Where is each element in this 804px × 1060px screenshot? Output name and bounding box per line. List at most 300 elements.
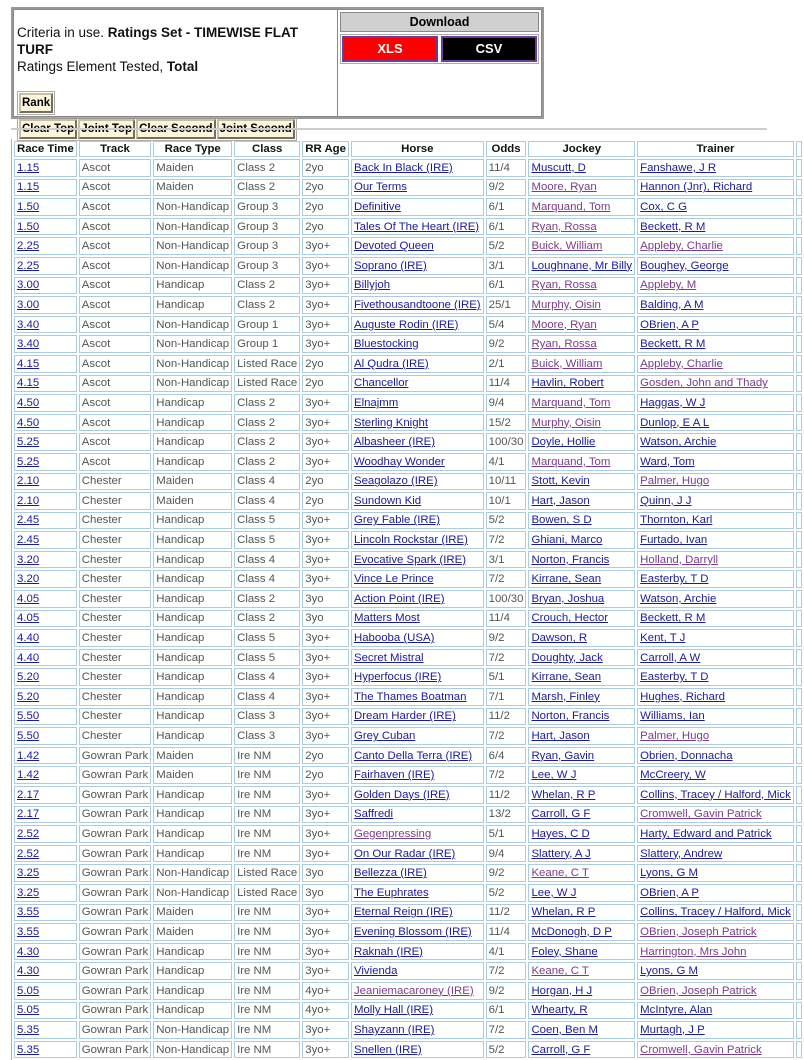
cell-track: Chester	[79, 610, 151, 628]
cell-trainer	[637, 512, 794, 530]
race-time-link[interactable]: 4.30	[17, 945, 40, 958]
race-time-link[interactable]: 4.40	[17, 651, 40, 664]
trainer-link[interactable]: Harty, Edward and Patrick	[640, 827, 772, 840]
cell-class: Class 2	[234, 159, 300, 177]
horse-link[interactable]: Shayzann (IRE)	[353, 1023, 435, 1036]
horse-link[interactable]: Eternal Reign (IRE)	[353, 906, 453, 919]
trainer-link[interactable]: Appleby, Charlie	[640, 357, 723, 370]
table-row	[14, 962, 802, 980]
trainer-link[interactable]: Harrington, Mrs John	[640, 945, 747, 958]
clear-top-button[interactable]: Clear Top	[19, 119, 77, 139]
horse-link[interactable]: Back In Black (IRE)	[353, 161, 453, 174]
horse-link[interactable]: Sundown Kid	[353, 494, 422, 507]
cell-class: Class 5	[234, 531, 300, 549]
horse-link[interactable]: Grey Cuban	[353, 730, 416, 743]
jockey-link[interactable]: Lee, W J	[531, 769, 577, 782]
column-header: Horse	[351, 141, 484, 157]
jockey-link[interactable]: Buick, William	[531, 240, 603, 253]
cell-odds: 10/1	[486, 492, 527, 510]
cell-trainer	[637, 904, 794, 922]
table-row	[14, 179, 802, 197]
cell-jockey	[528, 296, 635, 314]
trainer-link[interactable]: Obrien, Donnacha	[640, 749, 733, 762]
race-time-link[interactable]: 4.50	[17, 416, 40, 429]
cell-class: Class 2	[234, 179, 300, 197]
jockey-link[interactable]: Buick, William	[531, 357, 603, 370]
horse-link[interactable]: The Thames Boatman	[353, 690, 467, 703]
table-row	[14, 747, 802, 765]
cell-race-type: Handicap	[153, 590, 232, 608]
race-time-link[interactable]: 1.42	[17, 769, 40, 782]
trainer-link[interactable]: Collins, Tracey / Halford, Mick	[640, 906, 791, 919]
race-time-link[interactable]: 3.25	[17, 867, 40, 880]
cell-trainer	[637, 375, 794, 393]
cell-track: Gowran Park	[79, 943, 151, 961]
cell-race-type: Non-Handicap	[153, 864, 232, 882]
trainer-link[interactable]: Slattery, Andrew	[640, 847, 723, 860]
trainer-link[interactable]: Boughey, George	[640, 259, 729, 272]
horse-link[interactable]: Habooba (USA)	[353, 632, 435, 645]
cell-class: Ire NM	[234, 923, 300, 941]
cell-race-type: Handicap	[153, 570, 232, 588]
cell-race-time	[14, 218, 77, 236]
cell-class: Class 4	[234, 551, 300, 569]
jockey-link[interactable]: Keane, C T	[531, 867, 589, 880]
cell-cutoff	[796, 159, 802, 177]
cell-race-type: Maiden	[153, 747, 232, 765]
horse-link[interactable]: Woodhay Wonder	[353, 455, 445, 468]
trainer-link[interactable]: Palmer, Hugo	[640, 475, 710, 488]
table-row	[14, 825, 802, 843]
cell-cutoff	[796, 570, 802, 588]
race-time-link[interactable]: 1.50	[17, 200, 40, 213]
race-time-link[interactable]: 4.50	[17, 396, 40, 409]
xls-download-button[interactable]: XLS	[342, 36, 438, 62]
jockey-link[interactable]: Carroll, G F	[531, 1043, 591, 1056]
cell-race-type: Maiden	[153, 159, 232, 177]
trainer-link[interactable]: Williams, Ian	[640, 710, 705, 723]
trainer-link[interactable]: Beckett, R M	[640, 220, 706, 233]
race-time-link[interactable]: 1.15	[17, 181, 40, 194]
horse-link[interactable]: Devoted Queen	[353, 240, 434, 253]
cell-horse	[351, 649, 484, 667]
cell-trainer	[637, 708, 794, 726]
horse-link[interactable]: Tales Of The Heart (IRE)	[353, 220, 480, 233]
trainer-link[interactable]: Beckett, R M	[640, 612, 706, 625]
race-time-link[interactable]: 3.40	[17, 318, 40, 331]
race-time-link[interactable]: 1.50	[17, 220, 40, 233]
clear-second-button[interactable]: Clear Second	[136, 119, 216, 139]
jockey-link[interactable]: Marquand, Tom	[531, 455, 611, 468]
race-time-link[interactable]: 3.55	[17, 906, 40, 919]
trainer-link[interactable]: Fanshawe, J R	[640, 161, 717, 174]
cell-jockey	[528, 708, 635, 726]
race-time-link[interactable]: 1.42	[17, 749, 40, 762]
table-row	[14, 904, 802, 922]
cell-rr-age: 2yo	[302, 492, 349, 510]
cell-trainer	[637, 825, 794, 843]
trainer-link[interactable]: OBrien, A P	[640, 886, 700, 899]
jockey-link[interactable]: Hart, Jason	[531, 730, 590, 743]
table-row	[14, 433, 802, 451]
cell-cutoff	[796, 668, 802, 686]
cell-rr-age: 2yo	[302, 218, 349, 236]
trainer-link[interactable]: Appleby, M	[640, 279, 697, 292]
jockey-link[interactable]: Ryan, Rossa	[531, 338, 597, 351]
jockey-link[interactable]: Havlin, Robert	[531, 377, 604, 390]
race-time-link[interactable]: 4.05	[17, 612, 40, 625]
trainer-link[interactable]: Quinn, J J	[640, 494, 692, 507]
table-row	[14, 257, 802, 275]
horse-link[interactable]: Evocative Spark (IRE)	[353, 553, 467, 566]
race-time-link[interactable]: 2.45	[17, 514, 40, 527]
horse-link[interactable]: Snellen (IRE)	[353, 1043, 422, 1056]
jockey-link[interactable]: Ryan, Rossa	[531, 279, 597, 292]
horse-link[interactable]: Raknah (IRE)	[353, 945, 423, 958]
cell-horse	[351, 668, 484, 686]
cell-cutoff	[796, 198, 802, 216]
race-time-link[interactable]: 3.40	[17, 338, 40, 351]
trainer-link[interactable]: Gosden, John and Thady	[640, 377, 768, 390]
jockey-link[interactable]: Carroll, G F	[531, 808, 591, 821]
cell-race-time	[14, 159, 77, 177]
cell-track: Chester	[79, 688, 151, 706]
cell-race-type: Handicap	[153, 551, 232, 569]
horse-link[interactable]: Billyjoh	[353, 279, 391, 292]
jockey-link[interactable]: Horgan, H J	[531, 984, 593, 997]
cell-class: Class 4	[234, 668, 300, 686]
horse-link[interactable]: Dream Harder (IRE)	[353, 710, 456, 723]
cell-trainer	[637, 433, 794, 451]
horse-link[interactable]: Hyperfocus (IRE)	[353, 671, 442, 684]
race-time-link[interactable]: 1.15	[17, 161, 40, 174]
horse-link[interactable]: Golden Days (IRE)	[353, 788, 450, 801]
cell-race-time	[14, 610, 77, 628]
jockey-link[interactable]: Ryan, Gavin	[531, 749, 595, 762]
cell-horse	[351, 806, 484, 824]
horse-link[interactable]: Seagolazo (IRE)	[353, 475, 438, 488]
cell-trainer	[637, 179, 794, 197]
race-time-link[interactable]: 5.20	[17, 671, 40, 684]
cell-track: Ascot	[79, 257, 151, 275]
race-time-link[interactable]: 2.25	[17, 259, 40, 272]
horse-link[interactable]: Grey Fable (IRE)	[353, 514, 441, 527]
jockey-link[interactable]: Kirrane, Sean	[531, 671, 602, 684]
race-time-link[interactable]: 2.52	[17, 847, 40, 860]
jockey-link[interactable]: Hayes, C D	[531, 827, 590, 840]
horse-link[interactable]: Sterling Knight	[353, 416, 429, 429]
horse-link[interactable]: Vince Le Prince	[353, 573, 434, 586]
cell-horse	[351, 708, 484, 726]
cell-horse	[351, 531, 484, 549]
cell-horse	[351, 159, 484, 177]
trainer-link[interactable]: Hannon (Jnr), Richard	[640, 181, 753, 194]
jockey-link[interactable]: Marsh, Finley	[531, 690, 600, 703]
horse-link[interactable]: Soprano (IRE)	[353, 259, 427, 272]
jockey-link[interactable]: Lee, W J	[531, 886, 577, 899]
cell-jockey	[528, 590, 635, 608]
jockey-link[interactable]: Murphy, Oisin	[531, 416, 601, 429]
race-time-link[interactable]: 5.25	[17, 455, 40, 468]
race-time-link[interactable]: 5.35	[17, 1023, 40, 1036]
jockey-link[interactable]: Whelan, R P	[531, 906, 596, 919]
jockey-link[interactable]: McDonogh, D P	[531, 925, 612, 938]
horse-link[interactable]: Canto Della Terra (IRE)	[353, 749, 473, 762]
cell-odds: 7/2	[486, 962, 527, 980]
cell-rr-age: 4yo+	[302, 982, 349, 1000]
race-time-link[interactable]: 2.45	[17, 534, 40, 547]
cell-race-time	[14, 668, 77, 686]
trainer-link[interactable]: Watson, Archie	[640, 592, 717, 605]
cell-rr-age: 3yo+	[302, 257, 349, 275]
cell-class: Class 2	[234, 296, 300, 314]
cell-odds: 7/2	[486, 570, 527, 588]
race-time-link[interactable]: 2.25	[17, 240, 40, 253]
race-time-link[interactable]: 2.17	[17, 808, 40, 821]
rank-button[interactable]: Rank	[19, 93, 53, 113]
trainer-link[interactable]: Dunlop, E A L	[640, 416, 710, 429]
trainer-link[interactable]: McIntyre, Alan	[640, 1004, 713, 1017]
horse-link[interactable]: Saffredi	[353, 808, 394, 821]
horse-link[interactable]: Elnajmm	[353, 396, 399, 409]
race-time-link[interactable]: 4.15	[17, 357, 40, 370]
race-time-link[interactable]: 4.05	[17, 592, 40, 605]
race-time-link[interactable]: 2.10	[17, 475, 40, 488]
table-row	[14, 1041, 802, 1059]
trainer-link[interactable]: Kent, T J	[640, 632, 686, 645]
cell-jockey	[528, 453, 635, 471]
jockey-link[interactable]: Doughty, Jack	[531, 651, 603, 664]
trainer-link[interactable]: Lyons, G M	[640, 867, 698, 880]
cell-cutoff	[796, 179, 802, 197]
horse-link[interactable]: Secret Mistral	[353, 651, 424, 664]
trainer-link[interactable]: Murtagh, J P	[640, 1023, 705, 1036]
table-row	[14, 766, 802, 784]
jockey-link[interactable]: Keane, C T	[531, 965, 589, 978]
jockey-link[interactable]: Marquand, Tom	[531, 200, 611, 213]
cell-race-time	[14, 766, 77, 784]
horse-link[interactable]: Molly Hall (IRE)	[353, 1004, 434, 1017]
race-time-link[interactable]: 5.20	[17, 690, 40, 703]
jockey-link[interactable]: Ghiani, Marco	[531, 534, 603, 547]
horse-link[interactable]: Jeaniemacaroney (IRE)	[353, 984, 474, 997]
cell-track: Gowran Park	[79, 747, 151, 765]
csv-download-button[interactable]: CSV	[441, 36, 537, 62]
cell-class: Class 5	[234, 512, 300, 530]
horse-link[interactable]: Bellezza (IRE)	[353, 867, 427, 880]
trainer-link[interactable]: Balding, A M	[640, 298, 704, 311]
race-time-link[interactable]: 3.20	[17, 573, 40, 586]
race-time-link[interactable]: 3.00	[17, 298, 40, 311]
trainer-link[interactable]: Furtado, Ivan	[640, 534, 708, 547]
horse-link[interactable]: Fairhaven (IRE)	[353, 769, 435, 782]
jockey-link[interactable]: Moore, Ryan	[531, 318, 597, 331]
cell-horse	[351, 943, 484, 961]
cell-class: Ire NM	[234, 747, 300, 765]
jockey-link[interactable]: Loughnane, Mr Billy	[531, 259, 633, 272]
race-time-link[interactable]: 5.50	[17, 710, 40, 723]
horse-link[interactable]: Matters Most	[353, 612, 420, 625]
race-time-link[interactable]: 3.20	[17, 553, 40, 566]
race-time-link[interactable]: 2.17	[17, 788, 40, 801]
cell-rr-age: 2yo	[302, 355, 349, 373]
table-row	[14, 277, 802, 295]
horse-link[interactable]: Albasheer (IRE)	[353, 436, 435, 449]
horse-link[interactable]: Evening Blossom (IRE)	[353, 925, 472, 938]
trainer-link[interactable]: Appleby, Charlie	[640, 240, 723, 253]
cell-race-type: Handicap	[153, 688, 232, 706]
jockey-link[interactable]: Slattery, A J	[531, 847, 591, 860]
race-time-link[interactable]: 4.30	[17, 965, 40, 978]
jockey-link[interactable]: Bryan, Joshua	[531, 592, 605, 605]
jockey-link[interactable]: Marquand, Tom	[531, 396, 611, 409]
cell-horse	[351, 962, 484, 980]
jockey-link[interactable]: Dawson, R	[531, 632, 588, 645]
race-time-link[interactable]: 3.25	[17, 886, 40, 899]
cell-track: Ascot	[79, 453, 151, 471]
cell-track: Ascot	[79, 433, 151, 451]
cell-jockey	[528, 277, 635, 295]
cell-jockey	[528, 1002, 635, 1020]
jockey-link[interactable]: Kirrane, Sean	[531, 573, 602, 586]
joint-top-button[interactable]: Joint Top	[78, 119, 135, 139]
trainer-link[interactable]: Carroll, A W	[640, 651, 701, 664]
race-time-link[interactable]: 3.55	[17, 925, 40, 938]
cell-class: Class 3	[234, 727, 300, 745]
table-row	[14, 943, 802, 961]
jockey-link[interactable]: Crouch, Hector	[531, 612, 609, 625]
jockey-link[interactable]: Muscutt, D	[531, 161, 586, 174]
trainer-link[interactable]: Palmer, Hugo	[640, 730, 710, 743]
horse-link[interactable]: Bluestocking	[353, 338, 419, 351]
cell-race-type: Non-Handicap	[153, 335, 232, 353]
jockey-link[interactable]: Moore, Ryan	[531, 181, 597, 194]
cell-trainer	[637, 1021, 794, 1039]
trainer-link[interactable]: Collins, Tracey / Halford, Mick	[640, 788, 791, 801]
trainer-link[interactable]: Thornton, Karl	[640, 514, 713, 527]
cell-horse	[351, 629, 484, 647]
jockey-link[interactable]: Whelan, R P	[531, 788, 596, 801]
trainer-link[interactable]: Watson, Archie	[640, 436, 717, 449]
trainer-link[interactable]: OBrien, Joseph Patrick	[640, 925, 757, 938]
horse-link[interactable]: The Euphrates	[353, 886, 429, 899]
table-row	[14, 218, 802, 236]
jockey-link[interactable]: Hart, Jason	[531, 494, 590, 507]
race-time-link[interactable]: 4.40	[17, 632, 40, 645]
jockey-link[interactable]: Stott, Kevin	[531, 475, 590, 488]
race-time-link[interactable]: 5.05	[17, 984, 40, 997]
cell-odds: 7/2	[486, 531, 527, 549]
cell-jockey	[528, 825, 635, 843]
jockey-link[interactable]: Whearty, R	[531, 1004, 588, 1017]
trainer-link[interactable]: Beckett, R M	[640, 338, 706, 351]
cell-cutoff	[796, 492, 802, 510]
horse-link[interactable]: Vivienda	[353, 965, 398, 978]
trainer-link[interactable]: Cromwell, Gavin Patrick	[640, 1043, 762, 1056]
cell-race-type: Handicap	[153, 610, 232, 628]
cell-horse	[351, 747, 484, 765]
table-row	[14, 1002, 802, 1020]
jockey-link[interactable]: Murphy, Oisin	[531, 298, 601, 311]
table-row	[14, 570, 802, 588]
trainer-link[interactable]: McCreery, W	[640, 769, 706, 782]
horse-link[interactable]: Lincoln Rockstar (IRE)	[353, 534, 468, 547]
trainer-link[interactable]: OBrien, Joseph Patrick	[640, 984, 757, 997]
race-time-link[interactable]: 3.00	[17, 279, 40, 292]
trainer-link[interactable]: OBrien, A P	[640, 318, 700, 331]
cell-cutoff	[796, 453, 802, 471]
cell-race-time	[14, 335, 77, 353]
cell-horse	[351, 237, 484, 255]
horse-link[interactable]: Fivethousandtoone (IRE)	[353, 298, 481, 311]
race-time-link[interactable]: 4.15	[17, 377, 40, 390]
race-time-link[interactable]: 2.10	[17, 494, 40, 507]
trainer-link[interactable]: Holland, Darryll	[640, 553, 719, 566]
jockey-link[interactable]: Ryan, Rossa	[531, 220, 597, 233]
trainer-link[interactable]: Lyons, G M	[640, 965, 698, 978]
cell-horse	[351, 766, 484, 784]
cell-horse	[351, 355, 484, 373]
horse-link[interactable]: Our Terms	[353, 181, 407, 194]
table-row	[14, 982, 802, 1000]
table-row	[14, 590, 802, 608]
jockey-link[interactable]: Norton, Francis	[531, 710, 610, 723]
cell-rr-age: 3yo+	[302, 943, 349, 961]
horse-link[interactable]: On Our Radar (IRE)	[353, 847, 456, 860]
trainer-link[interactable]: Hughes, Richard	[640, 690, 725, 703]
cell-cutoff	[796, 512, 802, 530]
trainer-link[interactable]: Ward, Tom	[640, 455, 695, 468]
trainer-link[interactable]: Cox, C G	[640, 200, 687, 213]
cell-horse	[351, 179, 484, 197]
horse-link[interactable]: Al Qudra (IRE)	[353, 357, 429, 370]
jockey-link[interactable]: Foley, Shane	[531, 945, 598, 958]
jockey-link[interactable]: Doyle, Hollie	[531, 436, 596, 449]
horse-link[interactable]: Auguste Rodin (IRE)	[353, 318, 459, 331]
joint-second-button[interactable]: Joint Second	[217, 119, 295, 139]
trainer-link[interactable]: Easterby, T D	[640, 573, 709, 586]
cell-track: Chester	[79, 629, 151, 647]
cell-class: Ire NM	[234, 904, 300, 922]
jockey-link[interactable]: Coen, Ben M	[531, 1023, 598, 1036]
race-time-link[interactable]: 5.05	[17, 1004, 40, 1017]
horse-link[interactable]: Gegenpressing	[353, 827, 432, 840]
cell-jockey	[528, 531, 635, 549]
race-time-link[interactable]: 5.35	[17, 1043, 40, 1056]
cell-class: Class 4	[234, 492, 300, 510]
cell-cutoff	[796, 727, 802, 745]
horse-link[interactable]: Definitive	[353, 200, 401, 213]
trainer-link[interactable]: Cromwell, Gavin Patrick	[640, 808, 762, 821]
trainer-link[interactable]: Haggas, W J	[640, 396, 706, 409]
trainer-link[interactable]: Easterby, T D	[640, 671, 709, 684]
cell-track: Gowran Park	[79, 904, 151, 922]
race-time-link[interactable]: 2.52	[17, 827, 40, 840]
cell-rr-age: 3yo+	[302, 433, 349, 451]
cell-race-type: Handicap	[153, 962, 232, 980]
race-time-link[interactable]: 5.50	[17, 730, 40, 743]
cell-rr-age: 3yo+	[302, 727, 349, 745]
cell-horse	[351, 923, 484, 941]
cell-class: Class 4	[234, 473, 300, 491]
jockey-link[interactable]: Norton, Francis	[531, 553, 610, 566]
cell-class: Class 2	[234, 394, 300, 412]
horse-link[interactable]: Action Point (IRE)	[353, 592, 445, 605]
horse-link[interactable]: Chancellor	[353, 377, 409, 390]
jockey-link[interactable]: Bowen, S D	[531, 514, 592, 527]
race-time-link[interactable]: 5.25	[17, 436, 40, 449]
cell-trainer	[637, 649, 794, 667]
